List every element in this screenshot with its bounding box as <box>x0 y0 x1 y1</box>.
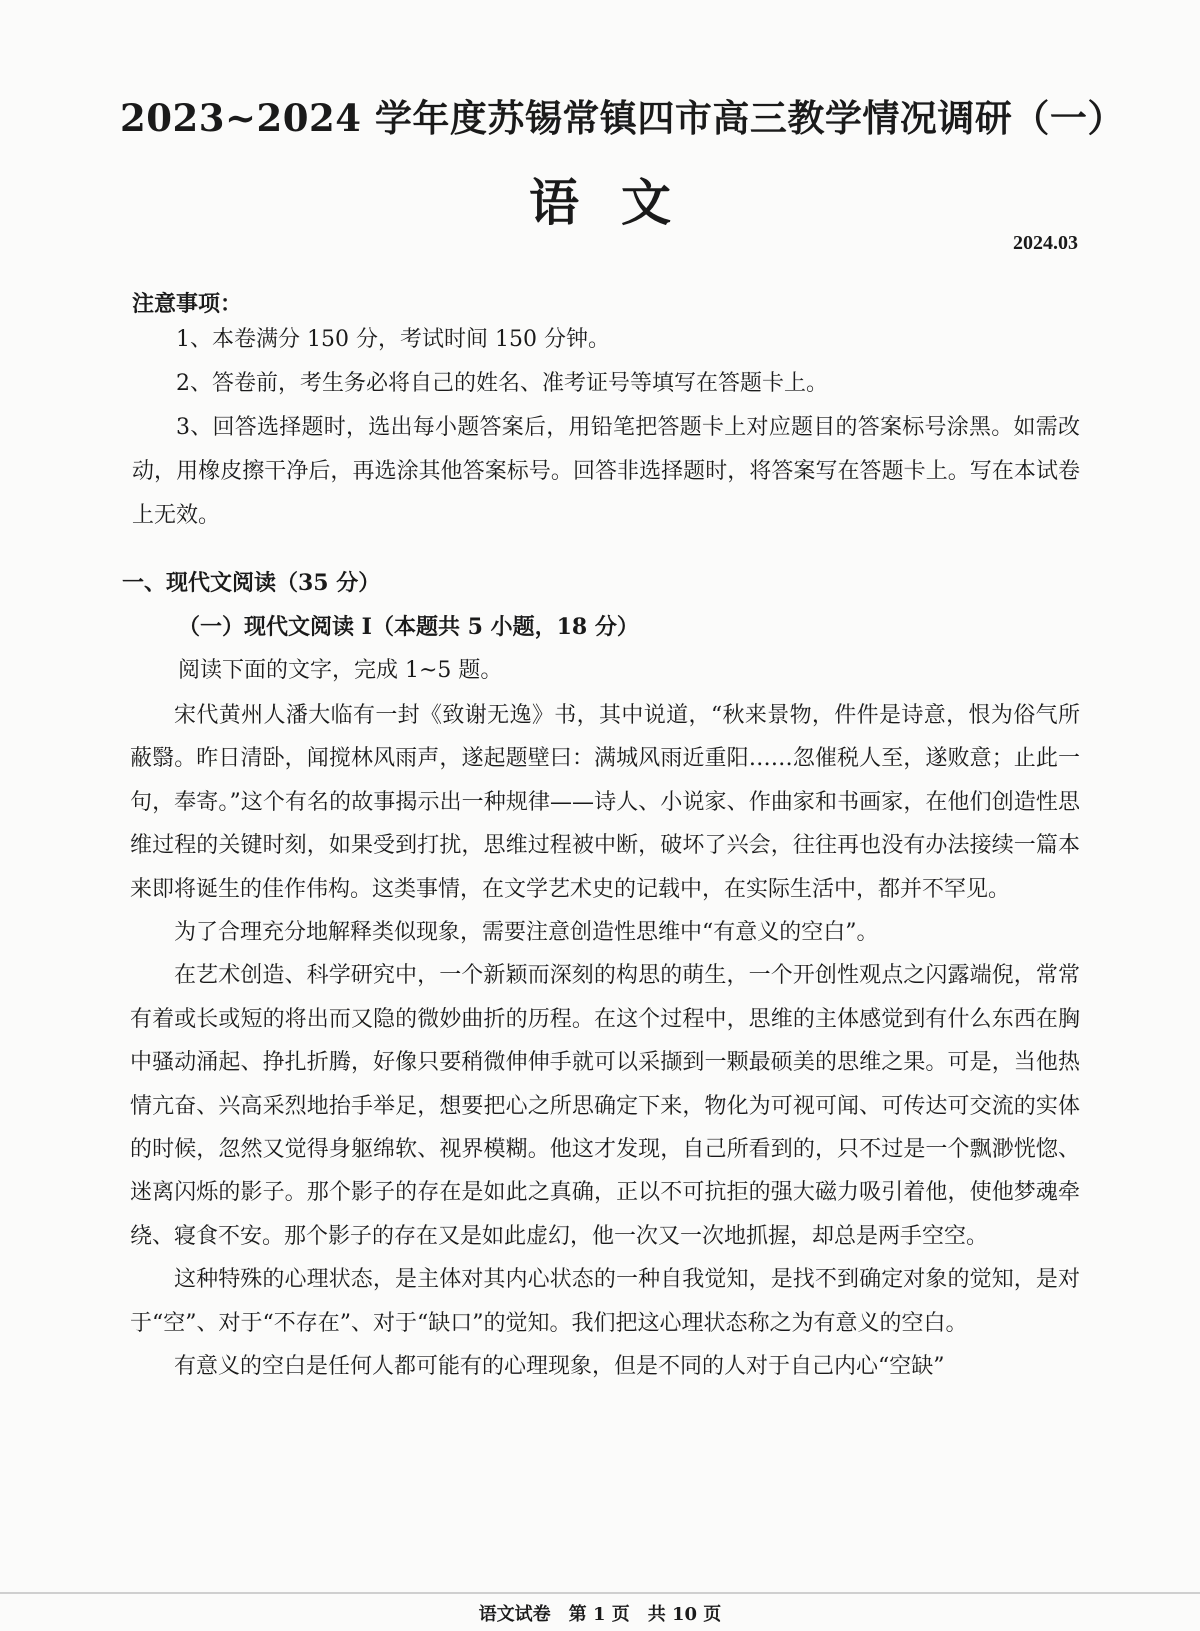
note-item: 1、本卷满分 150 分，考试时间 150 分钟。 <box>176 327 610 352</box>
footer-divider <box>0 1592 1200 1594</box>
passage-paragraph: 为了合理充分地解释类似现象，需要注意创造性思维中“有意义的空白”。 <box>174 920 879 946</box>
passage-paragraph: 这种特殊的心理状态，是主体对其内心状态的一种自我觉知，是找不到确定对象的觉知，是对于“空”、对于“不存在”、对于“缺口”的觉知。我们把这心理状态称之为有意义的空白。 <box>130 1267 1080 1336</box>
exam-title: 2023~2024 学年度苏锡常镇四市高三教学情况调研（一） <box>120 96 1125 140</box>
note-item: 3、回答选择题时，选出每小题答案后，用铅笔把答题卡上对应题目的答案标号涂黑。如需改动，用橡皮擦干净后，再选涂其他答案标号。回答非选择题时，将答案写在答题卡上。写在本试卷上无效。 <box>132 415 1080 528</box>
note-item: 2、答卷前，考生务必将自己的姓名、准考证号等填写在答题卡上。 <box>176 371 828 396</box>
passage-paragraph: 在艺术创造、科学研究中，一个新颖而深刻的构思的萌生，一个开创性观点之闪露端倪，常常有着或长或短的将出而又隐的微妙曲折的历程。在这个过程中，思维的主体感觉到有什么东西在胸中骚动涌起、挣扎折腾，好像只要稍微伸伸手就可以采撷到一颗最硕美的思维之果。可是，当他热情亢奋、兴高采烈地抬手举足，想要把心之所思确定下来，物化为可视可闻、可传达可交流的实体的时候，忽然又觉得身躯绵软、视界模糊。他这才发现，自己所看到的，只不过是一个飘渺恍惚、迷离闪烁的影子。那个影子的存在是如此之真确，正以不可抗拒的强大磁力吸引着他，使他梦魂牵绕、寝食不安。那个影子的存在又是如此虚幻，他一次又一次地抓握，却总是两手空空。 <box>130 963 1080 1249</box>
subsection-title: （一）现代文阅读 I（本题共 5 小题，18 分） <box>178 614 639 640</box>
exam-date: 2024.03 <box>1013 232 1078 254</box>
page-footer: 语文试卷 第 1 页 共 10 页 <box>478 1604 722 1625</box>
passage-paragraph: 有意义的空白是任何人都可能有的心理现象，但是不同的人对于自己内心“空缺” <box>174 1354 945 1380</box>
section-title: 一、现代文阅读（35 分） <box>122 570 381 596</box>
notes-heading: 注意事项： <box>132 291 243 317</box>
subject-title: 语文 <box>529 173 713 232</box>
notes-list <box>132 318 1080 538</box>
reading-instruction: 阅读下面的文字，完成 1~5 题。 <box>178 658 503 683</box>
reading-passage <box>130 694 1080 1389</box>
passage-paragraph: 宋代黄州人潘大临有一封《致谢无逸》书，其中说道，“秋来景物，件件是诗意，恨为俗气所蔽翳。昨日清卧，闻搅林风雨声，遂起题壁曰：满城风雨近重阳……忽催税人至，遂败意；止此一句，奉寄。”这个有名的故事揭示出一种规律——诗人、小说家、作曲家和书画家，在他们创造性思维过程的关键时刻，如果受到打扰，思维过程被中断，破坏了兴会，往往再也没有办法接续一篇本来即将诞生的佳作伟构。这类事情，在文学艺术史的记载中，在实际生活中，都并不罕见。 <box>130 703 1080 902</box>
